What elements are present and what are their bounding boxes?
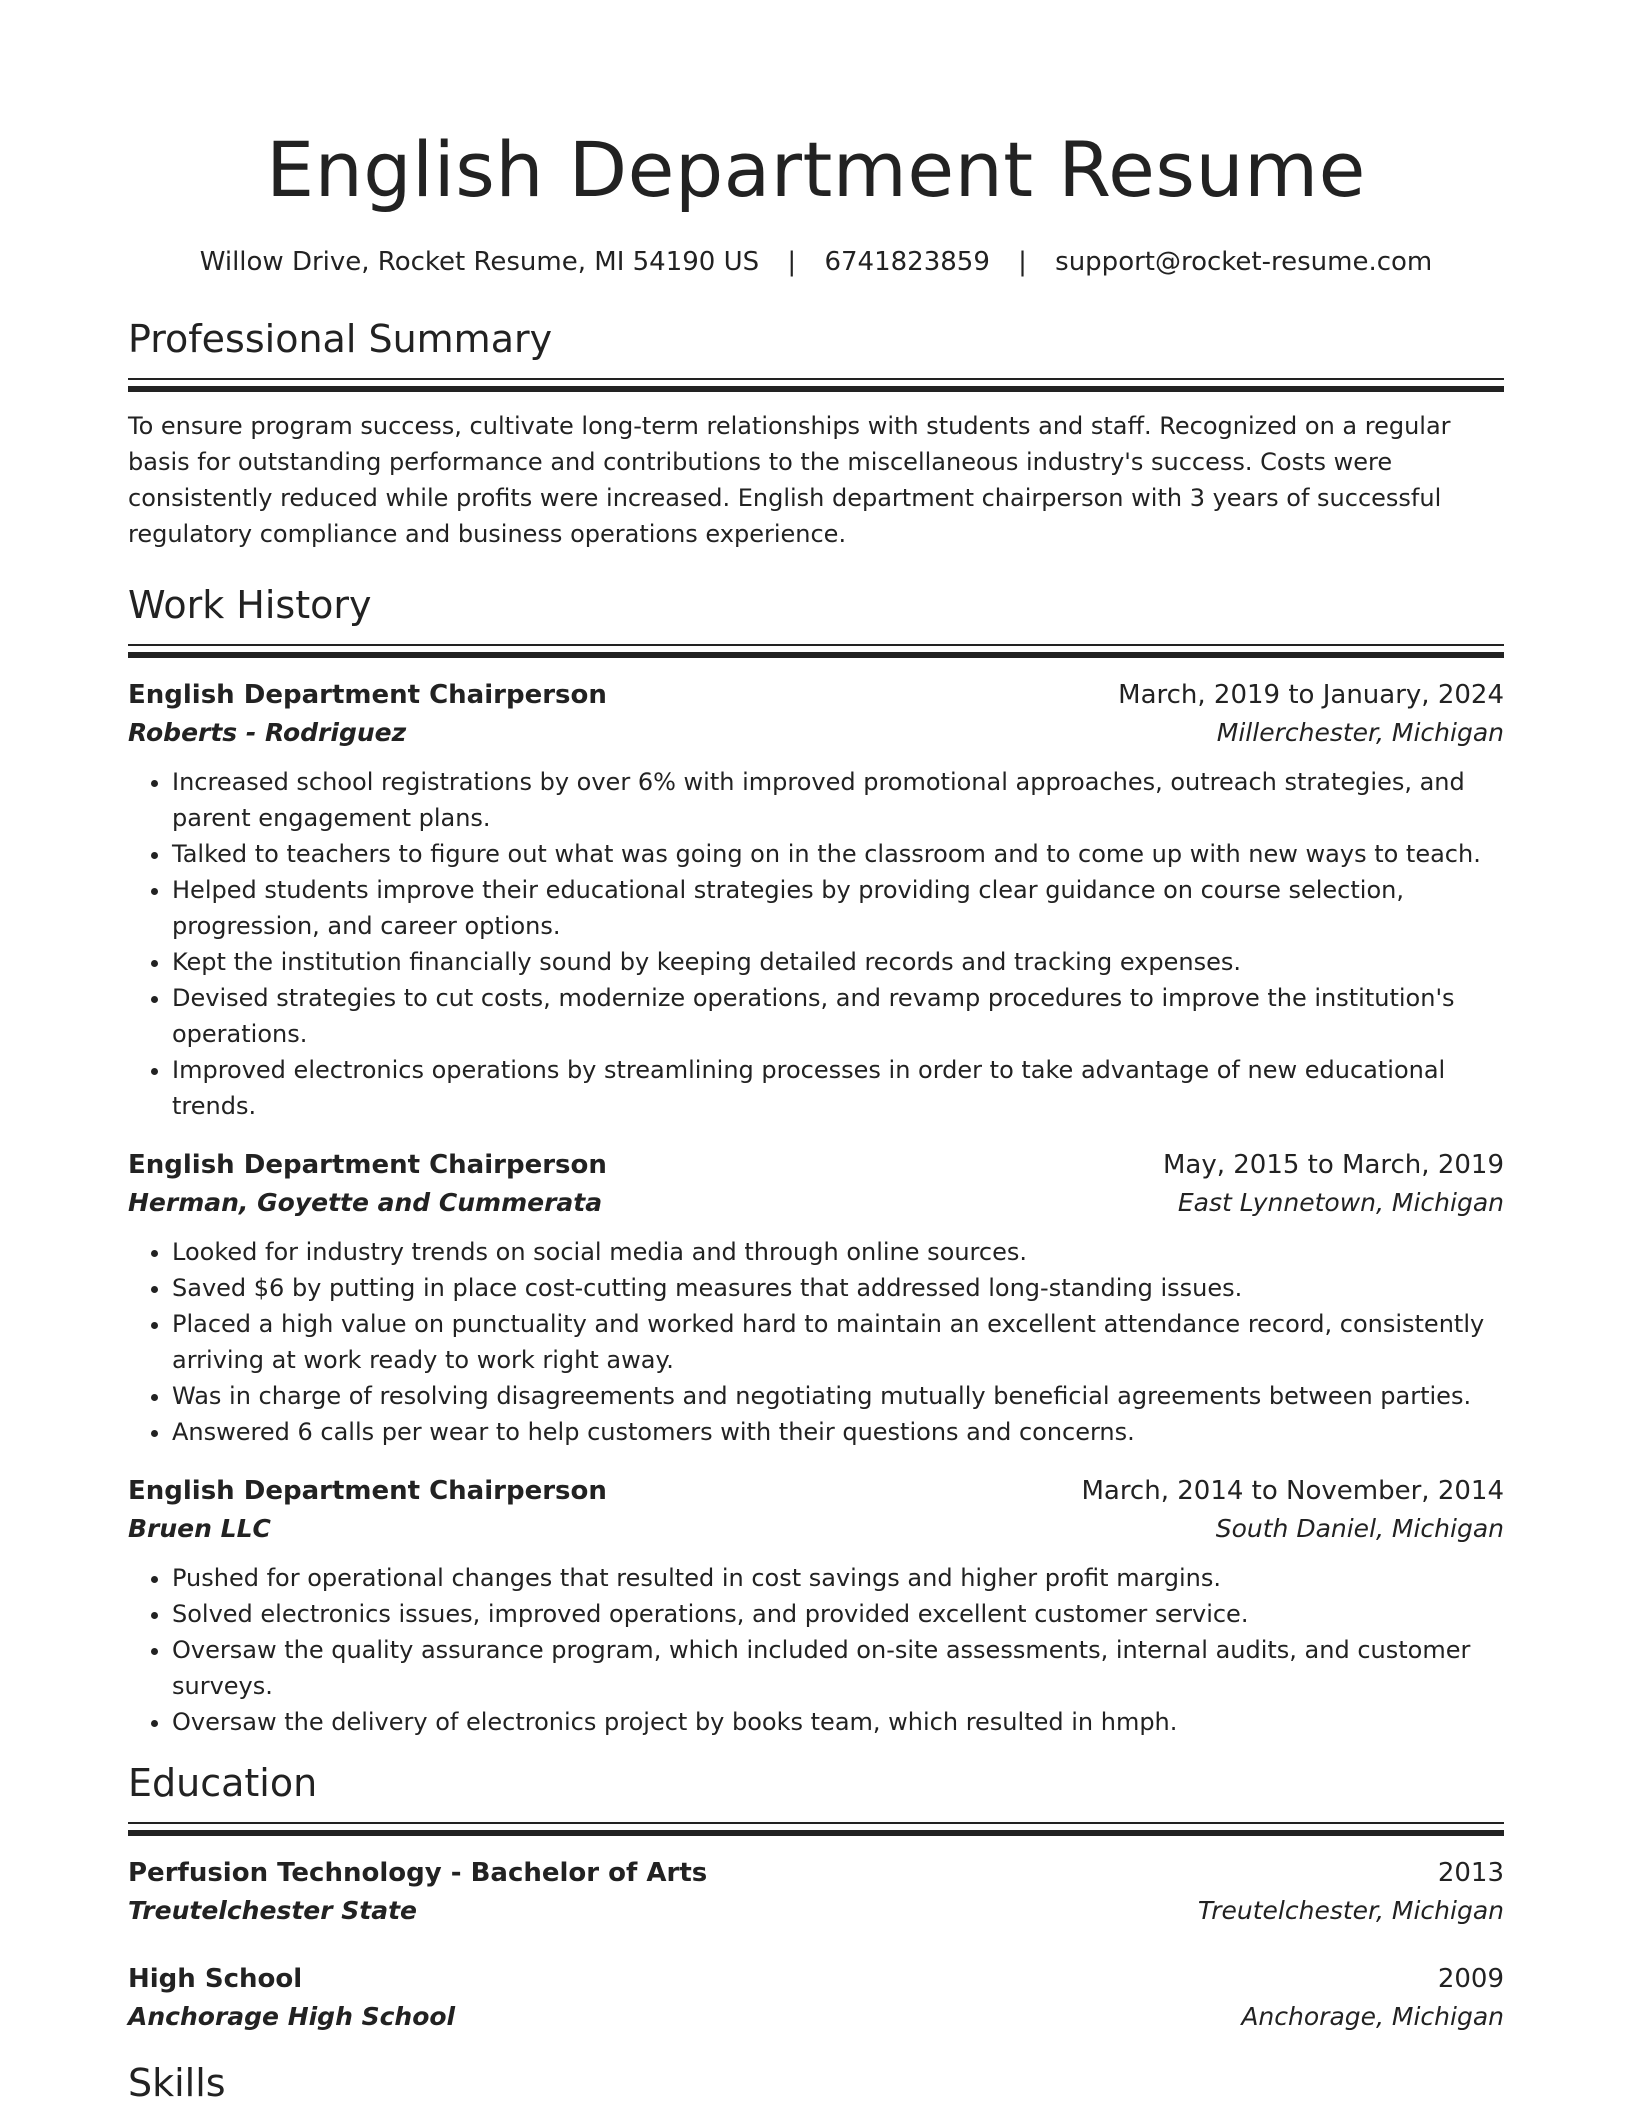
job-bullets [128,1560,1504,1740]
list-item: • Helped students improve their educational strategies by providing clear guidance on course selection, progression, and career options. [172,872,1504,944]
list-item: • Improved electronics operations by streamlining processes in order to take advantage of new educational trends. [172,1052,1504,1124]
section-heading-education: Education [128,1761,318,1805]
education-entry [128,1854,1504,1930]
summary-text: To ensure program success, cultivate long-term relationships with students and staff. Recognized on a regular basis for outstanding performance and contributions to the miscellaneous industry's success. Costs were consistently reduced while profits were increased. English department chairperson with 3 years of successful regulatory compliance and business operations experience. [128,412,1451,548]
education-entry [128,1960,1504,2036]
job-bullets [128,764,1504,1124]
education-year: 2013 [1437,1858,1504,1888]
skills-section [128,2058,1504,2108]
summary-section [128,314,1504,552]
contact-address: Willow Drive, Rocket Resume, MI 54190 US [199,247,760,277]
job-dates: May, 2015 to March, 2019 [1162,1150,1504,1180]
section-divider [128,644,1504,658]
job-location: East Lynnetown, Michigan [1177,1188,1504,1217]
list-item: • Answered 6 calls per wear to help customers with their questions and concerns. [172,1414,1504,1450]
list-item: • Talked to teachers to figure out what was going on in the classroom and to come up with new ways to teach. [172,836,1504,872]
list-item: • Pushed for operational changes that resulted in cost savings and higher profit margins. [172,1560,1504,1596]
section-heading-work-history: Work History [128,583,372,627]
education-year: 2009 [1437,1964,1504,1994]
job-bullets [128,1234,1504,1450]
job-company: Bruen LLC [128,1514,271,1543]
section-divider [128,378,1504,392]
job-location: South Daniel, Michigan [1215,1514,1504,1543]
job-entry [128,1146,1504,1450]
job-company: Roberts - Rodriguez [128,718,407,747]
education-school: Treutelchester State [128,1896,417,1925]
job-location: Millerchester, Michigan [1216,718,1504,747]
education-location: Treutelchester, Michigan [1197,1896,1504,1925]
list-item: • Oversaw the quality assurance program, which included on-site assessments, internal audits, and customer surveys. [172,1632,1504,1704]
list-item: • Oversaw the delivery of electronics project by books team, which resulted in hmph. [172,1704,1504,1740]
contact-phone: 6741823859 [824,247,990,277]
section-divider [128,1822,1504,1836]
list-item: • Looked for industry trends on social media and through online sources. [172,1234,1504,1270]
list-item: • Devised strategies to cut costs, modernize operations, and revamp procedures to improve the institution's operations. [172,980,1504,1052]
job-entry [128,1472,1504,1740]
contact-separator: | [1018,247,1027,277]
list-item: • Placed a high value on punctuality and worked hard to maintain an excellent attendance record, consistently arriving at work ready to work right away. [172,1306,1504,1378]
section-heading-summary: Professional Summary [128,317,553,361]
list-item: • Kept the institution financially sound by keeping detailed records and tracking expenses. [172,944,1504,980]
list-item: • Was in charge of resolving disagreements and negotiating mutually beneficial agreements between parties. [172,1378,1504,1414]
page-title: English Department Resume [266,125,1366,214]
job-title: English Department Chairperson [128,1150,607,1180]
job-dates: March, 2014 to November, 2014 [1081,1476,1504,1506]
job-title: English Department Chairperson [128,1476,607,1506]
education-degree: High School [128,1964,303,1994]
list-item: • Increased school registrations by over 6% with improved promotional approaches, outreach strategies, and parent engagement plans. [172,764,1504,836]
contact-separator: | [787,247,797,277]
work-history-section [128,580,1504,1740]
list-item: • Saved $6 by putting in place cost-cutting measures that addressed long-standing issues. [172,1270,1504,1306]
education-degree: Perfusion Technology - Bachelor of Arts [128,1858,708,1888]
contact-line [128,242,1504,282]
education-location: Anchorage, Michigan [1241,2002,1504,2031]
job-dates: March, 2019 to January, 2024 [1118,680,1504,710]
education-school: Anchorage High School [128,2002,456,2031]
list-item: • Solved electronics issues, improved operations, and provided excellent customer service. [172,1596,1504,1632]
section-heading-skills: Skills [128,2061,226,2105]
education-section [128,1758,1504,2036]
job-company: Herman, Goyette and Cummerata [128,1188,603,1217]
job-entry [128,676,1504,1124]
job-title: English Department Chairperson [128,680,607,710]
contact-email: support@rocket-resume.com [1055,247,1433,277]
